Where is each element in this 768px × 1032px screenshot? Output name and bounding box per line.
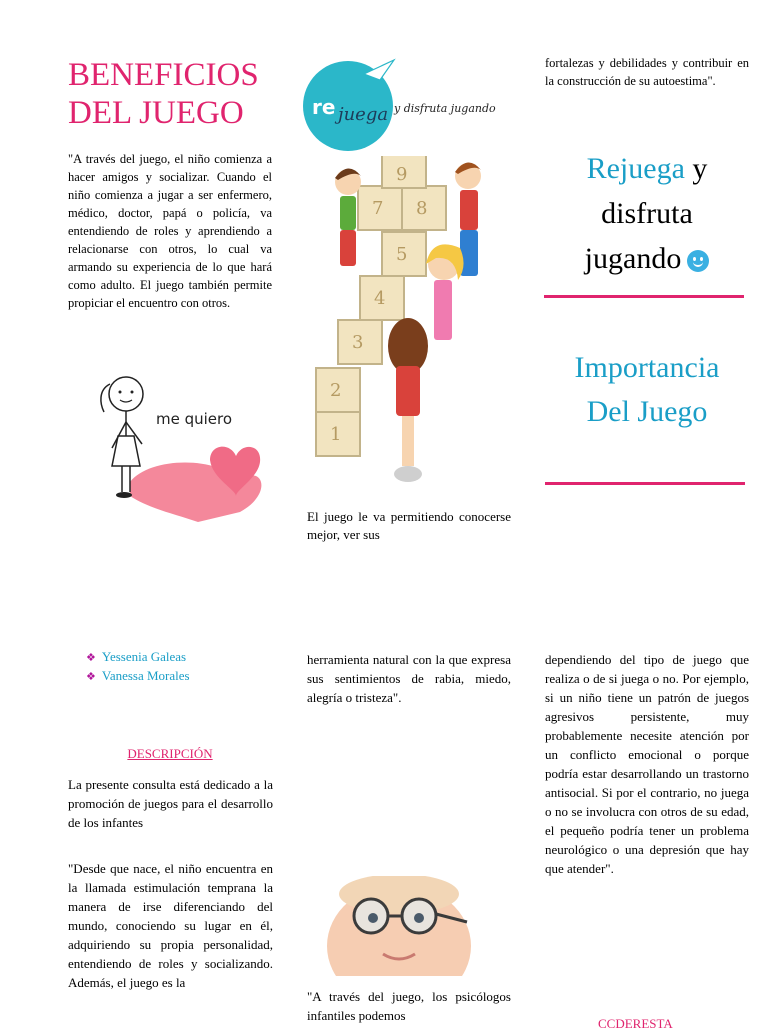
logo-main: juega <box>338 104 389 125</box>
divider-line <box>544 295 744 298</box>
hop-number: 1 <box>330 424 342 445</box>
panel2-text-a: El juego le va permitiendo conocerse mejor, ver sus <box>307 509 511 542</box>
importancia-line2: Del Juego <box>586 395 708 428</box>
me-quiero-text: me quiero <box>156 410 233 428</box>
description-paragraph: La presente consulta está dedicado a la promoción de juegos para el desarrollo de los infantes <box>68 777 273 830</box>
smiley-icon <box>687 250 709 272</box>
author-list <box>86 648 276 686</box>
rejuega-y: y <box>684 152 708 185</box>
panel2-text-c: "A través del juego, los psicólogos infantiles podemos <box>307 989 511 1023</box>
intro-quote: "A través del juego, el niño comienza a hacer amigos y socializar. Cuando el niño comienza a jugar a ser enfermero, médico, doctor, papá o policía, va entendiendo de roles y aprendiendo a relacionarse con otros, lo cual va armando su experiencia de lo que hará como adulto. El juego también permite propiciar el encuentro con otros. <box>68 152 272 310</box>
logo-tagline: y disfruta jugando <box>394 102 496 115</box>
author-item: ❖ Yessenia Galeas <box>86 648 276 667</box>
me-quiero-illustration <box>90 364 270 524</box>
hop-number: 9 <box>396 164 408 185</box>
description-quote: "Desde que nace, el niño encuentra en la llamada estimulación temprana la manera de irse diferenciando del mundo, conociendo su lugar en él, adquiriendo su propia personalidad, entendiendo de roles y socializando. Además, el juego es la <box>68 861 273 990</box>
hop-number: 7 <box>372 198 384 219</box>
logo-prefix: re <box>312 95 336 119</box>
hop-number: 4 <box>374 288 386 309</box>
description-heading: DESCRIPCIÓN <box>127 746 213 761</box>
rejuega-heading <box>545 146 749 281</box>
panel2-text-b: herramienta natural con la que expresa sus sentimientos de rabia, miedo, alegría o tristeza". <box>307 652 511 705</box>
panel3-body-text: dependiendo del tipo de juego que realiza o de si juega o no. Por ejemplo, si un niño tiene un patrón de juegos agresivos persistente, muy probablemente necesite atención por un conflicto emocional o porque podría estar desarrollando un trastorno antisocial. Si por el contrario, no juega o no se involucra con otros de su edad, el pequeño podría tener un problema neurológico o una depresión que hay que atender". <box>545 652 749 876</box>
baby-photo <box>307 876 494 976</box>
hop-number: 5 <box>396 244 408 265</box>
hop-number: 3 <box>352 332 364 353</box>
rejuega-logo <box>302 54 502 164</box>
importancia-line1: Importancia <box>574 351 720 384</box>
importancia-heading <box>545 346 749 434</box>
rejuega-word: Rejuega <box>586 152 685 185</box>
brochure-title: BENEFICIOS DEL JUEGO <box>68 57 259 131</box>
panel3-bottom-heading: CCDERESTA <box>598 1016 673 1031</box>
divider-line <box>545 482 745 485</box>
panel3-top-text: fortalezas y debilidades y contribuir en la construcción de su autoestima". <box>545 56 749 88</box>
author-item: ❖ Vanessa Morales <box>86 667 276 686</box>
hopscotch-illustration <box>308 156 498 506</box>
hop-number: 8 <box>416 198 428 219</box>
hop-number: 2 <box>330 380 342 401</box>
rejuega-line3: jugando <box>584 242 682 275</box>
rejuega-line2: disfruta <box>601 197 693 230</box>
